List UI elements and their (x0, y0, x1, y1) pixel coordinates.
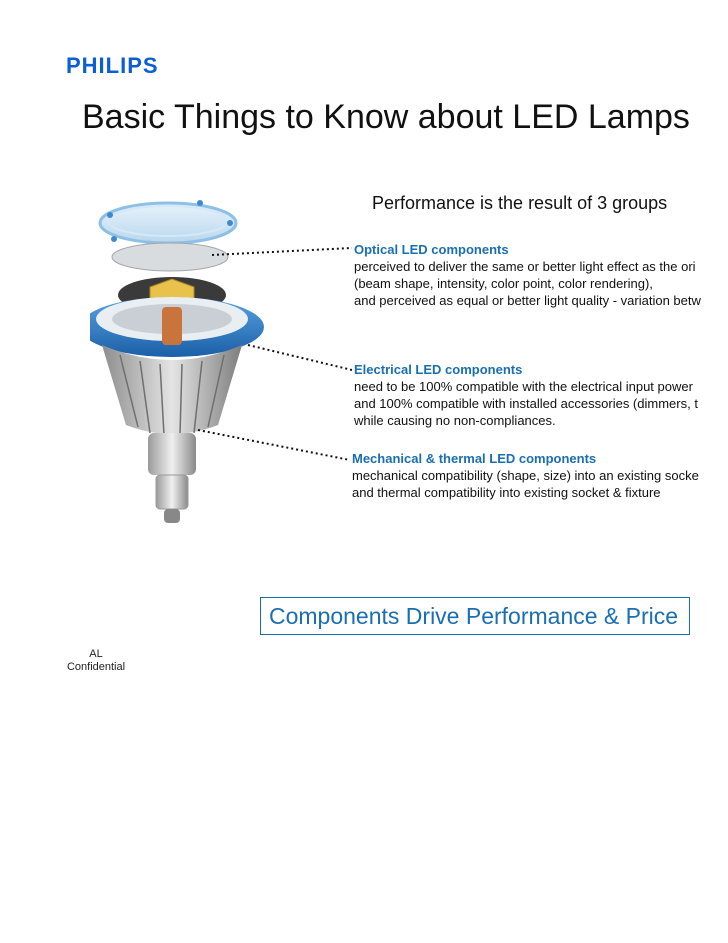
group-line: and 100% compatible with installed accessories (dimmers, t (354, 396, 698, 411)
group-line: (beam shape, intensity, color point, color rendering), (354, 276, 653, 291)
group-title: Mechanical & thermal LED components (352, 451, 597, 466)
group-title: Optical LED components (354, 242, 509, 257)
group-line: need to be 100% compatible with the electrical input power (354, 379, 693, 394)
electrical-components-block (354, 361, 698, 429)
heat-sink-part (102, 345, 242, 435)
page-title: Basic Things to Know about LED Lamps (82, 98, 690, 136)
group-line: while causing no non-compliances. (354, 413, 556, 428)
group-line: and perceived as equal or better light quality - variation betw (354, 293, 701, 308)
optical-components-block (354, 241, 701, 309)
philips-logo: PHILIPS (66, 53, 159, 78)
group-line: and thermal compatibility into existing socket & fixture (352, 485, 661, 500)
subtitle: Performance is the result of 3 groups (372, 193, 668, 213)
diffuser-plate-part (112, 243, 228, 271)
footer-line-2: Confidential (66, 661, 126, 673)
mechanical-thermal-components-block (352, 450, 699, 501)
group-line: perceived to deliver the same or better light effect as the ori (354, 259, 696, 274)
copper-core-part (162, 307, 182, 345)
components-banner: Components Drive Performance & Price (260, 597, 690, 635)
group-line: mechanical compatibility (shape, size) into an existing socke (352, 468, 699, 483)
base-part (148, 433, 196, 523)
footer-line-1: AL (89, 648, 103, 660)
confidential-footer (63, 648, 129, 674)
lens-ring-part (100, 200, 236, 243)
group-title: Electrical LED components (354, 362, 523, 377)
exploded-led-lamp-illustration (90, 195, 330, 555)
